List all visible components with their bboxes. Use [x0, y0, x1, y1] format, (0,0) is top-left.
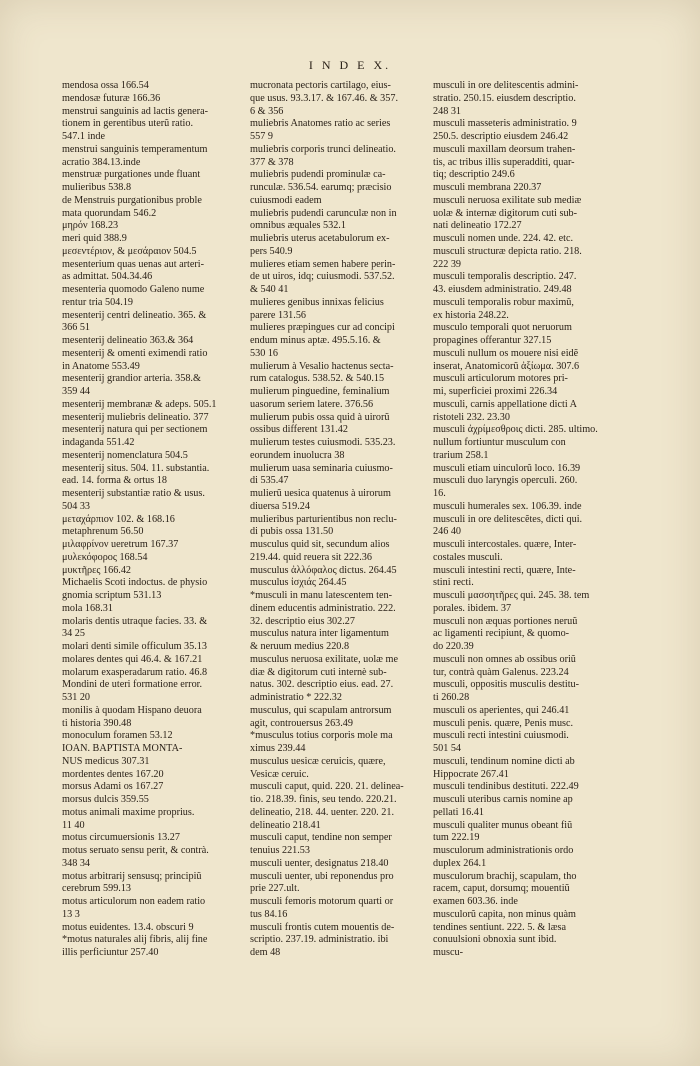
index-entry-line: indaganda 551.42 [62, 437, 135, 448]
index-entry-line: ex historia 248.22. [433, 309, 509, 321]
index-entry-line: musculi femoris motorum quarti or [250, 896, 394, 907]
index-entry-line: muliebris pudendi carunculæ non in [250, 207, 397, 219]
index-entry-line: as admittat. 504.34.46 [62, 271, 153, 283]
index-entry-line: ti historia 390.48 [62, 717, 132, 729]
index-entry-line: agit, controuersus 263.49 [250, 717, 353, 729]
index-entry-line: mendosæ futuræ 166.36 [62, 92, 161, 104]
index-entry-line: musculi masseteris administratio. 9 [433, 118, 577, 130]
index-entry-line: Michaelis Scoti indoctus. de physio [62, 577, 208, 589]
index-entry-line: *musculus totius corporis mole ma [250, 730, 393, 742]
index-entry-line: stini recti. [433, 577, 474, 589]
index-entry-line: meri quid 388.9 [62, 233, 127, 244]
index-entry-line: muliebris Anatomes ratio ac series [250, 118, 391, 130]
index-entry-line: 6 & 356 [250, 105, 284, 117]
index-entry-line: muliebris corporis trunci delineatio. [250, 143, 396, 155]
index-entry-line: mulierum à Vesalio hactenus secta- [250, 360, 394, 372]
index-entry-line: monilis à quodam Hispano deuora [62, 704, 202, 716]
index-entry-line: mulieribus parturientibus non reclu- [250, 513, 397, 525]
index-entry-line: muliebris uterus acetabulorum ex- [250, 233, 390, 244]
index-entry-line: *musculi in manu latescentem ten- [250, 590, 393, 601]
index-entry-line: mesenterij situs. 504. 11. substantia. [62, 462, 210, 474]
index-entry-line: musculi neruosa exilitate sub mediæ [433, 194, 582, 206]
index-entry-line: uolæ & internæ digitorum cuti sub- [433, 207, 578, 219]
index-entry-line: mesenterij muliebris delineatio. 377 [62, 411, 209, 423]
index-entry-line: μεταχάρπιον 102. & 168.16 [62, 513, 175, 525]
index-entry-line: musculo temporali quot neruorum [433, 322, 572, 334]
index-entry-line: motus arbitrarij sensusq; principiũ [62, 870, 202, 882]
index-entry-line: Mondini de uteri formatione error. [62, 679, 203, 691]
index-entry-line: musculorum administrationis ordo [433, 845, 574, 856]
index-entry-line: motus euidentes. 13.4. obscuri 9 [62, 921, 194, 933]
index-entry-line: & neruum medius 220.8 [250, 641, 350, 652]
index-entry-line: 246 40 [433, 526, 462, 538]
index-entry-line: molari denti simile officulum 35.13 [62, 641, 207, 652]
index-entry-line: morsus Adami os 167.27 [62, 781, 164, 793]
index-entry-line: tiq; descriptio 249.6 [433, 169, 515, 181]
index-entry-line: mesenteria quomodo Galeno nume [62, 284, 205, 295]
index-entry-line: musculorũ capita, non minus quàm [433, 908, 576, 920]
index-entry-line: musculi, tendinum nomine dicti ab [433, 755, 575, 767]
index-entry-line: di 535.47 [250, 475, 289, 487]
index-entry-line: mesenterij substantiæ ratio & usus. [62, 488, 205, 499]
index-entry-line: cuiusmodi eadem [250, 194, 322, 206]
index-entry-line: mata quorundam 546.2 [62, 207, 157, 219]
index-entry-line: musculus neruosa exilitate, uolæ me [250, 653, 398, 665]
index-entry-line: 248 31 [433, 105, 462, 117]
index-entry-line: Vesicæ ceruic. [250, 768, 309, 780]
index-entry-line: musculi membrana 220.37 [433, 182, 542, 193]
index-entry-line: mulieribus 538.8 [62, 182, 132, 193]
index-entry-line: μιλαφρίνον ueretrum 167.37 [62, 539, 179, 550]
index-entry-line: tionem in gerentibus uterũ ratio. [62, 118, 193, 130]
index-entry-line: uasorum seriem latere. 376.56 [250, 398, 374, 410]
index-entry-line: musculus natura inter ligamentum [250, 628, 389, 640]
index-entry-line: pellati 16.41 [433, 806, 484, 818]
index-entry-line: musculus uesicæ ceruicis, quære, [250, 755, 386, 767]
index-entry-line: delineatio, 218. 44. uenter. 220. 21. [250, 806, 395, 818]
index-entry-line: runculæ. 536.54. earumq; præcisio [250, 182, 392, 193]
index-entry-line: musculus, qui scapulam antrorsum [250, 704, 392, 716]
index-entry-line: *motus naturales alij fibris, alij fine [62, 934, 208, 946]
index-entry-line: musculus ἀλλόφαλος dictus. 264.45 [250, 564, 397, 576]
index-entry-line: de Menstruis purgationibus proble [62, 194, 202, 206]
index-entry-line: rum catalogus. 538.52. & 540.15 [250, 373, 385, 385]
index-entry-line: nullum fortiuntur musculum con [433, 437, 566, 448]
index-entry-line: endum minus aptæ. 495.5.16. & [250, 335, 381, 346]
index-entry-line: metaphrenum 56.50 [62, 526, 144, 538]
index-entry-line: mesenterij nomenclatura 504.5 [62, 449, 188, 461]
index-entry-line: parere 131.56 [250, 309, 307, 321]
index-entry-line: musculi nullum os mouere nisi eidẽ [433, 347, 579, 359]
index-entry-line: conuulsioni obnoxia sunt ibid. [433, 934, 557, 946]
index-entry-line: racem, caput, dorsumq; mouentiũ [433, 883, 570, 895]
index-entry-line: musculi in ore delitescentis admini- [433, 80, 579, 91]
index-entry-line: ac ligamenti recipiunt, & quomo- [433, 628, 570, 640]
index-entry-line: motus seruato sensu perit, & contrà. [62, 845, 209, 856]
index-entry-line: muscu- [433, 947, 463, 958]
index-entry-line: mi, superficiei proximi 226.34 [433, 386, 558, 397]
index-entry-line: menstrui sanguinis ad lactis genera- [62, 105, 208, 117]
index-entry-line: menstruæ purgationes unde fluant [62, 169, 201, 181]
index-entry-line: tio. 218.39. finis, seu tendo. 220.21. [250, 794, 397, 805]
index-entry-line: propagines offerantur 327.15 [433, 335, 552, 346]
index-entry-line: di pubis ossa 131.50 [250, 526, 334, 538]
index-entry-line: nati delineatio 172.27 [433, 220, 522, 232]
index-entry-line: motus animali maxime proprius. [62, 806, 195, 818]
index-entry-line: Hippocrate 267.41 [433, 768, 509, 780]
index-entry-line: mulierum uasa seminaria cuiusmo- [250, 462, 393, 474]
index-entry-line: mucronata pectoris cartilago, eius- [250, 80, 391, 91]
index-entry-line: mesenterij grandior arteria. 358.& [62, 373, 201, 385]
index-entry-line: mesenterij natura qui per sectionem [62, 424, 208, 436]
index-entry-line: acratio 384.13.inde [62, 156, 141, 168]
index-entry-line: musculi, carnis appellatione dicti A [433, 398, 578, 410]
index-entry-line: musculi articulorum motores pri- [433, 373, 568, 385]
index-entry-line: mulierum testes cuiusmodi. 535.23. [250, 437, 396, 448]
index-entry-line: trarium 258.1 [433, 449, 489, 461]
index-entry-line: mendosa ossa 166.54 [62, 80, 149, 91]
index-entry-line: mulierum pinguedine, feminalium [250, 386, 390, 397]
index-entry-line: mulierum pubis ossa quid à uirorũ [250, 411, 390, 423]
index-entry-line: musculi os aperientes, qui 246.41 [433, 704, 570, 716]
index-column-right [433, 80, 611, 960]
index-entry-line: μυκτῆρες 166.42 [62, 564, 132, 576]
index-entry-line: 366 51 [62, 322, 91, 334]
index-entry-line: diuersa 519.24 [250, 500, 310, 512]
index-entry-line: 504 33 [62, 500, 91, 512]
index-entry-line: illis perficiuntur 257.40 [62, 947, 159, 958]
index-entry-line: musculus ἰσχιάς 264.45 [250, 577, 347, 589]
index-entry-line: in Anatome 553.49 [62, 360, 140, 372]
index-entry-line: musculi temporalis robur maximũ, [433, 296, 574, 308]
index-entry-line: stratio. 250.15. eiusdem descriptio. [433, 92, 576, 104]
index-entry-line: musculorum brachij, scapulam, tho [433, 870, 577, 882]
index-entry-line: musculi penis. quære, Penis musc. [433, 717, 574, 729]
index-entry-line: mesenterij & omenti eximendi ratio [62, 347, 208, 359]
index-entry-line: do 220.39 [433, 641, 474, 652]
index-entry-line: tenuius 221.53 [250, 845, 310, 856]
index-entry-line: menstrui sanguinis temperamentum [62, 143, 208, 155]
index-entry-line: 250.5. descriptio eiusdem 246.42 [433, 131, 569, 142]
index-entry-line: 359 44 [62, 386, 91, 397]
index-entry-line: 222 39 [433, 258, 462, 270]
index-entry-line: scriptio. 237.19. administratio. ibi [250, 934, 389, 946]
index-entry-line: musculi, oppositis musculis destitu- [433, 679, 580, 691]
index-entry-line: 32. descriptio eius 302.27 [250, 615, 355, 627]
index-entry-line: musculi in ore delitescẽtes, dicti qui. [433, 513, 583, 525]
index-entry-line: 16. [433, 488, 446, 499]
index-entry-line: diæ & digitorum cuti internè sub- [250, 666, 387, 678]
index-entry-line: musculi frontis cutem mouentis de- [250, 921, 395, 933]
index-entry-line: mesenterij membranæ & adeps. 505.1 [62, 398, 217, 410]
index-entry-line: porales. ibidem. 37 [433, 602, 512, 614]
index-entry-line: ristoteli 232. 23.30 [433, 411, 510, 423]
index-entry-line: muliebris pudendi prominulæ ca- [250, 169, 386, 181]
index-entry-line: motus articulorum non eadem ratio [62, 896, 206, 907]
index-entry-line: tur, contrà quàm Galenus. 223.24 [433, 666, 569, 678]
index-entry-line: prie 227.ult. [250, 883, 300, 895]
index-entry-line: 13 3 [62, 908, 80, 920]
index-entry-line: musculi caput, quid. 220. 21. delinea- [250, 781, 404, 793]
index-entry-line: musculi uteribus carnis nomine ap [433, 794, 573, 805]
index-entry-line: musculi recti intestini cuiusmodi. [433, 730, 569, 742]
index-entry-line: 11 40 [62, 819, 85, 831]
index-entry-line: & 540 41 [250, 284, 289, 295]
index-entry-line: musculi nomen unde. 224. 42. etc. [433, 233, 574, 244]
index-entry-line: IOAN. BAPTISTA MONTA- [62, 743, 183, 754]
index-column-left [62, 80, 246, 960]
index-entry-line: duplex 264.1 [433, 857, 487, 869]
index-entry-line: mola 168.31 [62, 602, 113, 614]
index-entry-line: musculi μασσητῆρες qui. 245. 38. tem [433, 590, 590, 601]
index-entry-line: musculi humerales sex. 106.39. inde [433, 500, 582, 512]
index-entry-line: delineatio 218.41 [250, 819, 321, 831]
index-entry-line: molarum exasperadarum ratio. 46.8 [62, 666, 208, 678]
index-entry-line: molaris dentis utraque facies. 33. & [62, 615, 208, 627]
index-entry-line: 377 & 378 [250, 156, 294, 168]
index-entry-line: 557 9 [250, 131, 273, 142]
index-entry-line: mesenterij centri delineatio. 365. & [62, 309, 207, 321]
index-entry-line: μυλεκόφορος 168.54 [62, 551, 148, 563]
index-entry-line: 43. eiusdem administratio. 249.48 [433, 284, 572, 295]
index-entry-line: 219.44. quid reuera sit 222.36 [250, 551, 372, 563]
index-entry-line: musculi intestini recti, quære, Inte- [433, 564, 576, 576]
index-entry-line: de ut uiros, idq; cuiusmodi. 537.52. [250, 271, 395, 283]
index-entry-line: inserat, Anatomicorũ ἀξίωμα. 307.6 [433, 360, 580, 372]
index-entry-line: musculi uenter, designatus 218.40 [250, 857, 389, 869]
index-entry-line: motus circumuersionis 13.27 [62, 832, 180, 844]
index-entry-line: ead. 14. forma & ortus 18 [62, 475, 167, 487]
index-entry-line: mulieres genibus innixas felicius [250, 296, 384, 308]
index-entry-line: musculi temporalis descriptio. 247. [433, 271, 577, 283]
index-entry-line: dinem educentis administratio. 222. [250, 602, 396, 614]
page-header: I N D E X. [308, 58, 392, 72]
index-entry-line: mesenterij delineatio 363.& 364 [62, 335, 194, 346]
index-entry-line: eorundem inuolucra 38 [250, 449, 345, 461]
index-entry-line: 531 20 [62, 692, 91, 703]
index-entry-line: mesenterium quas uenas aut arteri- [62, 258, 205, 270]
index-entry-line: 34 25 [62, 628, 85, 640]
index-entry-line: musculi etiam uinculorũ loco. 16.39 [433, 462, 581, 474]
index-entry-line: tis, ac tribus illis superadditi, quar- [433, 156, 575, 168]
index-entry-line: tus 84.16 [250, 908, 288, 920]
index-entry-line: musculi non omnes ab ossibus oriũ [433, 653, 576, 665]
index-entry-line: natus. 302. descriptio eius. ead. 27. [250, 679, 394, 691]
index-entry-line: ti 260.28 [433, 692, 470, 703]
index-entry-line: tum 222.19 [433, 832, 480, 844]
index-entry-line: μεσεντέριον, & μεσάραιον 504.5 [62, 245, 197, 257]
index-entry-line: 348 34 [62, 857, 91, 869]
index-entry-line: musculi structuræ depicta ratio. 218. [433, 245, 582, 257]
index-entry-line: NUS medicus 307.31 [62, 755, 150, 767]
index-entry-line: gnomia scriptum 531.13 [62, 590, 162, 601]
index-entry-line: tendines sentiunt. 222. 5. & læsa [433, 921, 566, 933]
index-entry-line: musculi intercostales. quære, Inter- [433, 539, 577, 550]
index-entry-line: musculi duo laryngis operculi. 260. [433, 475, 578, 487]
index-entry-line: pers 540.9 [250, 245, 293, 257]
index-entry-line: rentur tria 504.19 [62, 296, 134, 308]
index-column-middle [250, 80, 428, 960]
index-entry-line: molares dentes qui 46.4. & 167.21 [62, 653, 203, 665]
index-entry-line: musculus quid sit, secundum alios [250, 539, 390, 550]
index-entry-line: dem 48 [250, 947, 281, 958]
index-entry-line: μηρόν 168.23 [62, 220, 119, 232]
index-entry-line: ossibus different 131.42 [250, 424, 348, 436]
index-entry-line: mulieres præpingues cur ad concipi [250, 322, 395, 334]
index-entry-line: examen 603.36. inde [433, 896, 518, 907]
index-entry-line: que usus. 93.3.17. & 167.46. & 357. [250, 92, 399, 104]
index-entry-line: 530 16 [250, 347, 279, 359]
index-entry-line: musculi tendinibus destituti. 222.49 [433, 781, 579, 793]
index-entry-line: omnibus æquales 532.1 [250, 220, 346, 232]
index-entry-line: 501 54 [433, 743, 462, 754]
index-entry-line: monoculum foramen 53.12 [62, 730, 173, 742]
index-entry-line: musculi maxillam deorsum trahen- [433, 143, 576, 155]
index-entry-line: administratio * 222.32 [250, 692, 342, 703]
index-entry-line: morsus dulcis 359.55 [62, 794, 149, 805]
index-entry-line: musculi non æquas portiones neruũ [433, 615, 578, 627]
index-entry-line: musculi ἀχρίμεσθροις dicti. 285. ultimo. [433, 424, 598, 436]
index-entry-line: musculi caput, tendine non semper [250, 832, 392, 844]
index-entry-line: mordentes dentes 167.20 [62, 768, 164, 780]
index-entry-line: costales musculi. [433, 551, 503, 563]
index-entry-line: mulieres etiam semen habere perin- [250, 258, 396, 270]
index-entry-line: cerebrum 599.13 [62, 883, 132, 895]
index-entry-line: musculi qualiter munus obeant fiũ [433, 819, 573, 831]
index-entry-line: 547.1 inde [62, 131, 106, 142]
index-entry-line: musculi uenter, ubi reponendus pro [250, 870, 394, 882]
index-entry-line: mulierũ uesica quatenus à uirorum [250, 488, 391, 499]
index-entry-line: ximus 239.44 [250, 743, 306, 754]
